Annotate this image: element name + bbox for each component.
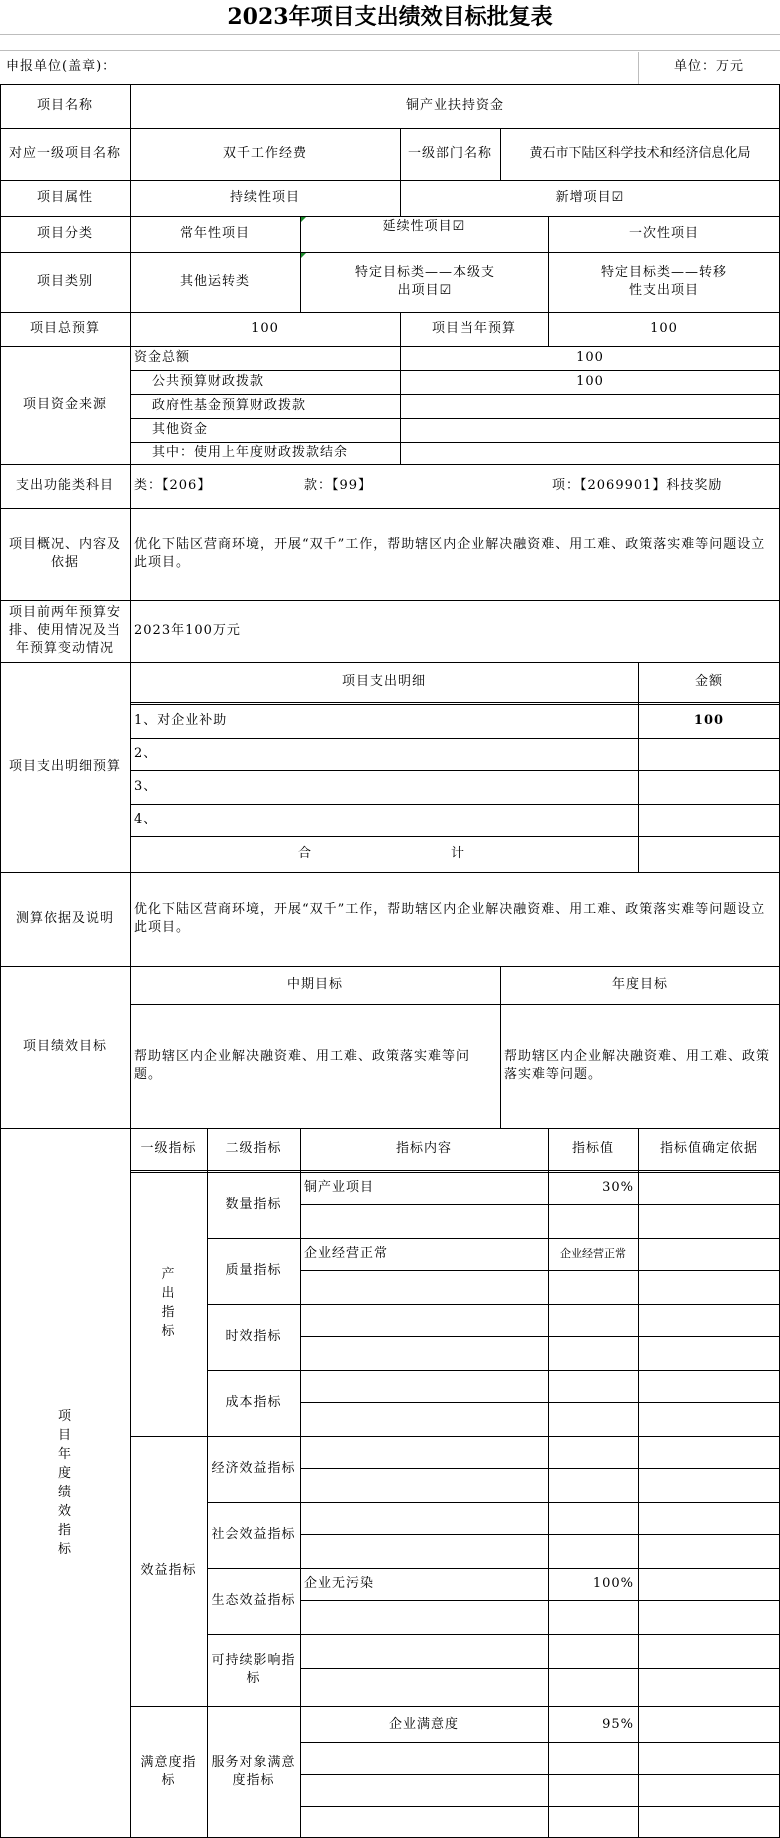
- grid-line: [0, 346, 780, 347]
- grid-line: [0, 84, 780, 85]
- fund-value: 100: [576, 350, 604, 365]
- ind-header-basis: 指标值确定依据: [659, 1141, 758, 1156]
- grid-line: [130, 770, 780, 771]
- level2-economic: 经济效益指标: [211, 1461, 296, 1476]
- level2-sustainable: 可持续影响指标: [211, 1653, 296, 1686]
- label-type: 项目类别: [36, 274, 93, 289]
- grid-line: [130, 394, 780, 395]
- grid-line: [207, 1370, 780, 1371]
- grid-line: [0, 216, 780, 217]
- value-parent-project: 双千工作经费: [222, 146, 307, 161]
- fund-value: [400, 394, 780, 418]
- grid-line: [0, 872, 780, 873]
- label-project-name: 项目名称: [36, 98, 93, 113]
- grid-line: [300, 1742, 780, 1743]
- grid-line: [300, 1402, 780, 1403]
- fund-label: 公共预算财政拨款: [152, 374, 265, 389]
- level2-quality: 质量指标: [225, 1263, 282, 1278]
- grid-line: [0, 128, 780, 129]
- overview-text: 优化下陆区营商环境，开展“双千”工作，帮助辖区内企业解决融资难、用工难、政策落实难等问题设立此项目。: [134, 537, 766, 570]
- indicator-value: 100%: [592, 1576, 634, 1591]
- label-performance-target: 项目绩效目标: [22, 1039, 107, 1054]
- grid-line: [207, 1502, 780, 1503]
- detail-row-amount: [638, 804, 780, 836]
- grid-line: [207, 1634, 780, 1635]
- subject-kuan: 款：【99】: [304, 478, 373, 493]
- grid-line: [500, 128, 501, 180]
- ind-header-value: 指标值: [571, 1141, 614, 1156]
- label-detail-budget: 项目支出明细预算: [8, 759, 121, 774]
- grid-line: [300, 216, 301, 312]
- detail-row-amount: 100: [693, 713, 725, 728]
- detail-row-amount: [638, 738, 780, 770]
- cell-comment-marker: [301, 217, 306, 222]
- value-type-specific: 特定目标类——本级支出项目☑: [354, 265, 495, 298]
- detail-row-item: 3、: [134, 779, 158, 794]
- ind-header-l1: 一级指标: [140, 1141, 197, 1156]
- grid-line: [130, 84, 131, 1838]
- target-mid-label: 中期目标: [286, 977, 343, 992]
- value-cat-onetime: 一次性项目: [628, 226, 699, 241]
- grid-line: [500, 966, 501, 1128]
- prior-years-text: 2023年100万元: [134, 623, 241, 638]
- value-attr-continuing: 持续性项目: [229, 190, 300, 205]
- grid-line: [0, 1128, 780, 1129]
- detail-total-label-1: 合: [297, 846, 312, 861]
- level1-satisfaction: 满意度指标: [140, 1755, 197, 1788]
- grid-line: [207, 1238, 780, 1239]
- grid-line: [207, 1128, 208, 1838]
- cell-comment-marker: [301, 253, 306, 258]
- detail-row-item: 4、: [134, 812, 158, 827]
- detail-header-item: 项目支出明细: [341, 674, 426, 689]
- indicator-content: 企业无污染: [304, 1576, 375, 1591]
- detail-row-item: 2、: [134, 746, 158, 761]
- grid-line: [207, 1568, 780, 1569]
- grid-line: [300, 1204, 780, 1205]
- grid-line: [0, 662, 780, 663]
- unit-label: 单位：万元: [673, 59, 744, 74]
- grid-line: [300, 1468, 780, 1469]
- grid-line: [130, 1172, 780, 1173]
- label-annual-indicators: [0, 1128, 130, 1838]
- label-dept: 一级部门名称: [407, 146, 492, 161]
- grid-line: [400, 312, 401, 464]
- value-type-transfer: 特定目标类——转移性支出项目: [600, 265, 727, 298]
- ind-header-l2: 二级指标: [225, 1141, 282, 1156]
- grid-line: [130, 702, 780, 703]
- indicator-content: 企业满意度: [388, 1717, 459, 1732]
- label-parent-project: 对应一级项目名称: [8, 146, 121, 161]
- grid-line: [548, 312, 549, 346]
- value-type-other: 其他运转类: [179, 274, 250, 289]
- fund-label: 其中：使用上年度财政拨款结余: [152, 445, 349, 460]
- grid-line: [300, 1806, 780, 1807]
- label-annual-indicators-text: 项目年度绩效指标: [58, 1409, 73, 1557]
- level1-output-text: 产出指标: [161, 1267, 176, 1339]
- grid-line: [548, 1128, 549, 1838]
- grid-line: [0, 252, 780, 253]
- level2-timeliness: 时效指标: [225, 1329, 282, 1344]
- ind-header-content: 指标内容: [395, 1141, 452, 1156]
- grid-line: [130, 1436, 780, 1437]
- fund-value: [400, 418, 780, 442]
- target-year-text: 帮助辖区内企业解决融资难、用工难、政策落实难等问题。: [504, 1049, 771, 1082]
- grid-line: [130, 1004, 780, 1005]
- value-total-budget: 100: [251, 321, 279, 336]
- grid-line: [300, 1128, 301, 1838]
- grid-line: [130, 704, 780, 705]
- basis-text: 优化下陆区营商环境，开展“双千”工作，帮助辖区内企业解决融资难、用工难、政策落实难等问题设立此项目。: [134, 902, 766, 935]
- label-total-budget: 项目总预算: [29, 321, 100, 336]
- indicator-value: 企业经营正常: [560, 1247, 626, 1260]
- subject-lei: 类：【206】: [134, 478, 212, 493]
- value-current-budget: 100: [650, 321, 678, 336]
- fund-value: 100: [576, 374, 604, 389]
- grid-line: [130, 442, 780, 443]
- level2-cost: 成本指标: [225, 1395, 282, 1410]
- fund-label: 其他资金: [152, 422, 209, 437]
- label-basis: 测算依据及说明: [15, 911, 114, 926]
- label-category: 项目分类: [36, 226, 93, 241]
- grid-line: [638, 1128, 639, 1838]
- detail-total-label-2: 计: [450, 846, 465, 861]
- value-cat-extended: 延续性项目☑: [382, 219, 466, 234]
- indicator-value: 30%: [602, 1180, 634, 1195]
- grid-line: [130, 804, 780, 805]
- grid-line: [130, 1706, 780, 1707]
- subject-xiang: 项：【2069901】科技奖励: [552, 478, 723, 493]
- indicator-content: 铜产业项目: [304, 1180, 375, 1195]
- grid-line: [300, 1534, 780, 1535]
- grid-line: [400, 128, 401, 216]
- indicator-content: 企业经营正常: [304, 1246, 389, 1261]
- value-cat-regular: 常年性项目: [179, 226, 250, 241]
- value-attr-new: 新增项目☑: [555, 190, 625, 205]
- grid-line: [638, 52, 639, 84]
- label-function-subject: 支出功能类科目: [15, 478, 114, 493]
- grid-line: [0, 50, 780, 51]
- value-dept: 黄石市下陆区科学技术和经济信息化局: [529, 146, 751, 161]
- fund-label: 资金总额: [134, 350, 191, 365]
- grid-line: [130, 418, 780, 419]
- grid-line: [300, 1774, 780, 1775]
- grid-line: [300, 1668, 780, 1669]
- value-project-name: 铜产业扶持资金: [405, 98, 504, 113]
- detail-total-amount: [638, 836, 780, 872]
- grid-line: [0, 966, 780, 967]
- grid-line: [130, 836, 780, 837]
- fund-value: [400, 442, 780, 464]
- grid-line: [300, 1336, 780, 1337]
- label-overview: 项目概况、内容及依据: [8, 537, 121, 570]
- grid-line: [300, 1270, 780, 1271]
- level1-benefit: 效益指标: [140, 1563, 197, 1578]
- grid-line: [0, 84, 1, 1838]
- grid-line: [0, 180, 780, 181]
- grid-line: [0, 508, 780, 509]
- grid-line: [548, 216, 549, 312]
- indicator-value: 95%: [602, 1717, 634, 1732]
- grid-line: [130, 1170, 780, 1171]
- form-title: 2023年项目支出绩效目标批复表: [227, 4, 553, 30]
- label-current-budget: 项目当年预算: [431, 321, 516, 336]
- grid-line: [130, 738, 780, 739]
- level2-social: 社会效益指标: [211, 1527, 296, 1542]
- target-year-label: 年度目标: [611, 977, 668, 992]
- detail-row-amount: [638, 770, 780, 804]
- label-prior-years: 项目前两年预算安排、使用情况及当年预算变动情况: [8, 605, 121, 656]
- detail-row-item: 1、对企业补助: [134, 713, 228, 728]
- grid-line: [0, 464, 780, 465]
- grid-line: [0, 34, 780, 35]
- grid-line: [638, 662, 639, 872]
- grid-line: [300, 1600, 780, 1601]
- grid-line: [0, 312, 780, 313]
- level2-service: 服务对象满意度指标: [211, 1755, 296, 1788]
- level2-quantity: 数量指标: [225, 1197, 282, 1212]
- applicant-label: 申报单位(盖章)：: [6, 59, 117, 74]
- target-mid-text: 帮助辖区内企业解决融资难、用工难、政策落实难等问题。: [134, 1049, 471, 1082]
- label-attribute: 项目属性: [36, 190, 93, 205]
- level2-ecological: 生态效益指标: [211, 1593, 296, 1608]
- fund-label: 政府性基金预算财政拨款: [152, 398, 307, 413]
- grid-line: [0, 600, 780, 601]
- label-fund-source: 项目资金来源: [22, 397, 107, 412]
- level1-output: [130, 1172, 207, 1434]
- grid-line: [207, 1304, 780, 1305]
- detail-header-amount: 金额: [694, 674, 723, 689]
- grid-line: [130, 370, 780, 371]
